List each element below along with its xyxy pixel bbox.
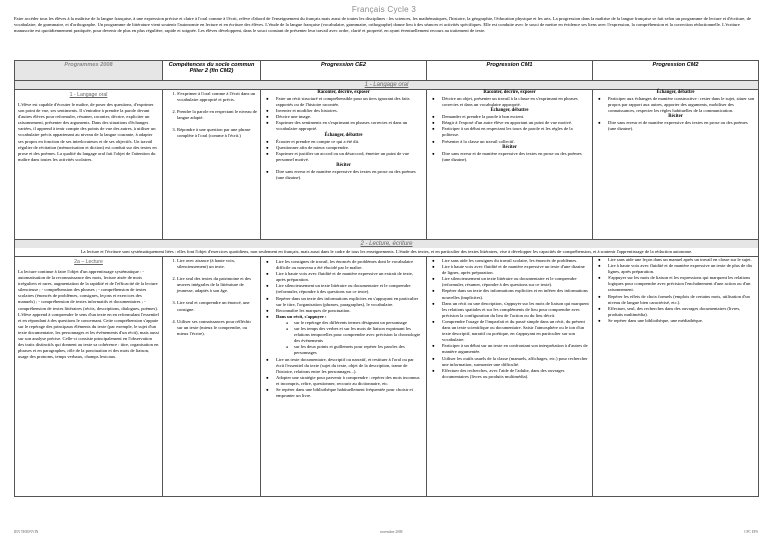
oral-cm2-heading-2: Réciter [668,114,683,120]
list-item: ● Comprendre l'usage de l'imparfait et du passé simple dans un récit, du présent dans un texte scientifique ou documentaire. Saisir l'atmosphère ou le ton d'un texte descriptif, narratif ou poétique, en s'appuyant en particulier sur son vocabulaire. [430,319,589,343]
list-item: ● Reconnaître les marques de ponctuation. [264,308,423,314]
oral-ce2-cell [261,90,427,240]
lecture-band [15,240,758,248]
list-item: ● Participer aux échanges de manière constructive : rester dans le sujet, situer son propos par rapport aux autres, apporter des arguments, mobiliser des connaissances, respecter les règles habituelles de la communication. [596,96,755,114]
list-item: ● Décrire une image. [264,114,423,120]
list-item [264,314,423,357]
list-item: ● Questionner afin de mieux comprendre. [264,145,423,151]
header-socle [163,61,261,81]
lecture-socle-item: 4. Utiliser ses connaissances pour réfléchir sur un texte (mieux le comprendre, ou mieux l'écrire). [177,319,257,337]
intro-paragraph: Faire accéder tous les élèves à la maîtrise de la langue française, à une expression précise et claire à l'oral comme à l'écrit, relève d'abord de l'enseignement du français mais aussi de toutes les disciplines : les sciences, les mathématiques, l'histoire, la géographie, l'éducation physique et les arts. La progression dans la maîtrise de la langue française se fait selon un programme de lecture et d'écriture, de vocabulaire, de grammaire, et d'orthographe. Un programme de littérature vient soutenir l'autonomie en lecture et en écriture des élèves. L'étude de la langue française (vocabulaire, grammaire, orthographe) donne lieu à des séances et activités spécifiques. Elle est conduite avec le souci de mettre en évidence ses liens avec l'expression, la compréhension et la correction rédactionnelle. L'écriture manuscrite est quotidiennement pratiquée, pour devenir de plus en plus régulière, rapide et soignée. Les élèves développent, dans le souci constant de présenter leur travail avec ordre, clarté et propreté, en ayant éventuellement recours au traitement de texte. [14,16,751,34]
list-item: ● Demander et prendre la parole à bon escient. [430,114,589,120]
oral-cm1-heading-3: Réciter [502,144,517,150]
list-item: ● Inventer et modifier des histoires. [264,108,423,114]
list-item: ● Exprimer des sentiments en s'exprimant en phrases correctes et dans un vocabulaire approprié. [264,120,423,132]
header-socle-line1: Compétences du socle commun [168,62,255,68]
lecture-socle-item: 2. Lire seul des textes du patrimoine et des œuvres intégrales de la littérature de jeunesse, adaptés à son âge. [177,276,257,294]
oral-cm1-list-3 [427,151,592,163]
list-item-label: Dans un récit, s'appuyer : [276,313,327,319]
oral-cm1-list-2 [427,114,592,144]
list-item: ● Réagir à l'exposé d'un autre élève en apportant un point de vue motivé. [430,120,589,126]
lecture-cm1-list [427,257,592,380]
footer-right: CPC EPS [744,530,758,534]
list-item: ● Effectuer, seul, des recherches dans des ouvrages documentaires (livres, produits multimédia). [596,306,755,318]
oral-band-row [15,81,759,90]
oral-ce2-heading-1: Raconter, décrire, exposer [317,90,370,95]
lecture-section-title: 2a – Lecture [74,259,103,265]
footer-center: novembre 2008 [380,530,403,534]
list-item: ● Utiliser les outils usuels de la classe (manuels, affichages, etc.) pour rechercher une information, surmonter une difficulté. [430,356,589,368]
oral-socle-list [163,90,260,147]
header-socle-line2: Pilier 2 (fin CM2) [189,68,234,74]
oral-band-label: 1 - Langage oral [364,82,409,88]
oral-cm2-list-2 [593,120,758,132]
oral-section-title: 1 - Langage oral [69,92,108,98]
oral-cm1-list-1 [427,96,592,108]
list-item: ● Dans un récit ou une description, s'appuyer sur les mots de liaison qui marquent les relations spatiales et sur les compléments de lieu pour comprendre avec précision la configuration du lieu de l'action ou du lieu décrit. [430,301,589,319]
oral-ce2-list-2 [261,139,426,163]
list-item: ● Se repérer dans une bibliothèque habituellement fréquentée pour choisir et emprunter un livre. [264,387,423,399]
list-item: ● Lire les consignes de travail, les énoncés de problèmes dont le vocabulaire difficile ou nouveau a été élucidé par le maître. [264,259,423,271]
list-item: ● Dire sans erreur et de manière expressive des textes en prose ou des poèmes (une dizaine). [430,151,589,163]
oral-cm2-heading-1: Échanger, débattre [656,90,695,95]
footer-left: IEN THIONVIN [14,530,39,534]
oral-ce2-list-3 [261,169,426,181]
list-item: ● Dire sans erreur et de manière expressive des textes en prose ou des poèmes (une dizaine). [264,169,423,181]
sub-list-item: ● sur le repérage des différents termes désignant un personnage [286,320,423,326]
oral-socle-item: 3. Répondre à une question par une phrase complète à l'oral (comme à l'écrit.) [177,127,257,139]
lecture-band-row [15,240,759,257]
list-item: ● Faire un récit structuré et compréhensible pour un tiers ignorant des faits rapportés ou de l'histoire racontée. [264,96,423,108]
list-item: ● S'appuyer sur les mots de liaison et les expressions qui marquent les relations logiques pour comprendre avec précision l'enchaînement d'une action ou d'un raisonnement. [596,275,755,293]
lecture-cm2-cell [593,257,759,497]
lecture-cm1-cell [427,257,593,497]
lecture-socle-cell [163,257,261,497]
lecture-cm2-list [593,257,758,324]
lecture-band-intro: La lecture et l'écriture sont systématiquement liées : elles font l'objet d'exercices quotidiens, non seulement en français, mais aussi dans le cadre de tous les enseignements. L'étude des textes, et en particulier des textes littéraires, vise à développer les capacités de compréhension, et à soutenir l'apprentissage de la rédaction autonome. [80,249,693,254]
header-row [15,61,759,81]
oral-ce2-heading-3: Réciter [336,162,351,168]
list-item: ● Repérer dans un texte des informations explicites et en inférer des informations nouvelles (implicites). [430,288,589,300]
oral-ce2-heading-2: Échanger, débattre [324,132,363,138]
list-item: ● Lire sans aide une leçon dans un manuel après un travail en classe sur le sujet. [596,257,755,263]
list-item: ● Décrire un objet, présenter un travail à la classe en s'exprimant en phrases correctes et dans un vocabulaire approprié. [430,96,589,108]
oral-ce2-list-1 [261,96,426,133]
list-item: ● Lire à haute voix avec fluidité et de manière expressive un texte d'une dizaine de lignes, après préparation. [430,264,589,276]
oral-cm1-heading-1: Raconter, décrire, exposer [483,90,536,95]
header-programmes: Programmes 2008 [15,61,163,81]
list-item: ● Lire sans aide les consignes du travail scolaire, les énoncés de problèmes. [430,258,589,264]
progression-table [14,60,759,497]
page-footer [14,530,758,534]
oral-cm2-cell [593,90,759,240]
oral-cm1-cell [427,90,593,240]
lecture-socle-item: 3. Lire seul et comprendre un énoncé, une consigne. [177,300,257,312]
oral-socle-cell [163,90,261,240]
list-item: ● Effectuer des recherches, avec l'aide de l'adulte, dans des ouvrages documentaires (livres ou produits multimédia). [430,368,589,380]
lecture-programme-text: La lecture continue à faire l'objet d'un apprentissage systématique : - automatisation de la reconnaissance des mots, lecture aisée de mots irréguliers et rares, augmentation de la rapidité et de l'efficacité de la lecture silencieuse ; - compréhension des phrases ; - compréhension de textes scolaires (énoncés de problèmes, consignes, leçons et exercices des manuels) ; - compréhension de textes informatifs et documentaires ; - compréhension de textes littéraires (récits, descriptions, dialogues, poèmes). L'élève apprend à comprendre le sens d'un texte en en reformulant l'essentiel et en répondant à des questions le concernant. Cette compréhension s'appuie sur le repérage des principaux éléments du texte (par exemple, le sujet d'un texte documentaire, les personnages et les événements d'un récit), mais aussi sur son analyse précise. Celle-ci consiste principalement en l'observation des traits distinctifs qui donnent au texte sa cohérence : titre, organisation en phrases et en paragraphes, rôle de la ponctuation et des mots de liaison, usage des pronoms, temps verbaux, champs lexicaux. [18,269,159,360]
sub-list-item: ● sur les deux points et guillemets pour repérer les paroles des personnages [286,344,423,356]
page-title: Français Cycle 3 [351,5,417,14]
list-item: ● Lire silencieusement un texte littéraire ou documentaire et le comprendre (reformuler, répondre à des questions sur ce texte). [264,283,423,295]
list-item: ● Participer à un débat sur un texte en confrontant son interprétation à d'autres de manière argumentée. [430,343,589,355]
lecture-row [15,257,759,497]
list-item: ● Lire à haute voix avec fluidité et de manière expressive un texte de plus de dix lignes, après préparation. [596,263,755,275]
list-item: ● Lire à haute voix avec fluidité et de manière expressive un extrait de texte, après préparation. [264,271,423,283]
lecture-ce2-list [261,257,426,399]
list-item: ● Participer à un débat en respectant les tours de parole et les règles de la politesse. [430,126,589,138]
list-item: ● Repérer les effets de choix formels (emplois de certains mots, utilisation d'un niveau de langue bien caractérisé, etc.). [596,294,755,306]
header-cm2: Progression CM2 [593,61,759,81]
oral-programme-text: L'élève est capable d'écouter le maître, de poser des questions, d'exprimer son point de vue, ses sentiments. Il s'entraîne à prendre la parole devant d'autres élèves pour reformuler, résumer, raconter, décrire, expliciter un raisonnement, présenter des arguments. Dans des situations d'échanges variées, il apprend à tenir compte des points de vue des autres, à utiliser un vocabulaire précis appartenant au niveau de la langue courante, à adapter ses propos en fonction de ses interlocuteurs et de ses objectifs. Un travail régulier de récitation (mémorisation et diction) est conduit sur des textes en prose et des poèmes. La qualité du langage oral fait l'objet de l'attention du maître dans toutes les activités scolaires. [18,102,157,162]
list-item: ● Adopter une stratégie pour parvenir à comprendre : repérer des mots inconnus et incompris, relire, questionner, recourir au dictionnaire, etc. [264,375,423,387]
oral-programme-cell [15,90,163,240]
list-item: ● Lire silencieusement un texte littéraire ou documentaire et le comprendre (reformuler, résumer, répondre à des questions sur ce texte). [430,276,589,288]
oral-row [15,90,759,240]
list-item: ● Écouter et prendre en compte ce qui a été dit. [264,139,423,145]
oral-cm1-heading-2: Échanger, débattre [490,108,529,114]
lecture-band-label: 2 - Lecture, écriture [360,241,413,247]
oral-band [15,81,759,90]
list-item: ● Dire sans erreur et de manière expressive des textes en prose ou des poèmes (une dizaine). [596,120,755,132]
list-item: ● Lire un texte documentaire, descriptif ou narratif, et restituer à l'oral ou par écrit l'essentiel du texte (sujet du texte, objet de la description, trame de l'histoire, relations entre les personnages...). [264,357,423,375]
list-item: ● Présenter à la classe un travail collectif. [430,139,589,145]
header-cm1: Progression CM1 [427,61,593,81]
oral-cm2-list-1 [593,96,758,114]
lecture-socle-list [163,257,260,344]
lecture-ce2-sublist [276,320,423,357]
list-item: ● Repérer dans un texte des informations explicites en s'appuyant en particulier sur le titre, l'organisation (phrases, paragraphes), le vocabulaire. [264,296,423,308]
oral-socle-item: 2. Prendre la parole en respectant le niveau de langue adapté. [177,109,257,121]
oral-socle-item: 1. S'exprimer à l'oral comme à l'écrit dans un vocabulaire approprié et précis. [177,91,257,103]
lecture-band-cell [15,240,759,257]
list-item: ● Se repérer dans une bibliothèque, une médiathèque. [596,318,755,324]
lecture-socle-item: 1. Lire avec aisance (à haute voix, silencieusement) un texte. [177,258,257,270]
sub-list-item: ● sur les temps des verbes et sur les mots de liaison exprimant les relations temporelles pour comprendre avec précision la chronologie des événements [286,326,423,344]
list-item: ● Exprimer et justifier un accord ou un désaccord, émettre un point de vue personnel motivé. [264,151,423,163]
lecture-programme-cell [15,257,163,497]
header-ce2: Progression CE2 [261,61,427,81]
lecture-ce2-cell [261,257,427,497]
